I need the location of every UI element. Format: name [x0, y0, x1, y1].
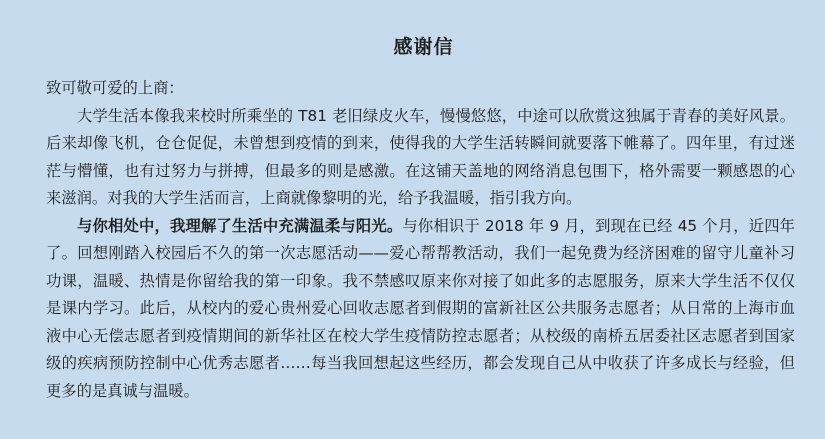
paragraph-1: [46, 103, 795, 213]
paragraph-2: [46, 213, 795, 406]
paragraph-1-text: 大学生活本像我来校时所乘坐的 T81 老旧绿皮火车，慢慢悠悠，中途可以欣赏这独属于青春的美好风景。后来却像飞机，仓仓促促，未曾想到疫情的到来，使得我的大学生活转瞬间就要落下帷幕了。四年里，有过迷茫与懵懂，也有过努力与拼搏，但最多的则是感激。在这铺天盖地的网络消息包围下，格外需要一颗感恩的心来滋润。对我的大学生活而言，上商就像黎明的光，给予我温暖，指引我方向。: [46, 106, 795, 207]
paragraph-2-text: 与你相识于 2018 年 9 月，到现在已经 45 个月，近四年了。回想刚踏入校园后不久的第一次志愿活动——爱心帮帮教活动，我们一起免费为经济困难的留守儿童补习功课，温暖、热情是你留给我的第一印象。我不禁感叹原来你对接了如此多的志愿服务，原来大学生活不仅仅是课内学习。此后，从校内的爱心贵州爱心回收志愿者到假期的富新社区公共服务志愿者；从日常的上海市血液中心无偿志愿者到疫情期间的新华社区在校大学生疫情防控志愿者；从校级的南桥五居委社区志愿者到国家级的疾病预防控制中心优秀志愿者……每当我回想起这些经历，都会发现自己从中收获了许多成长与经验，但更多的是真诚与温暖。: [46, 216, 795, 400]
paragraph-2-lead: 与你相处中，我理解了生活中充满温柔与阳光。: [77, 216, 403, 235]
letter-salutation: 致可敬可爱的上商：: [46, 79, 184, 97]
letter-title: 感谢信: [393, 36, 454, 58]
